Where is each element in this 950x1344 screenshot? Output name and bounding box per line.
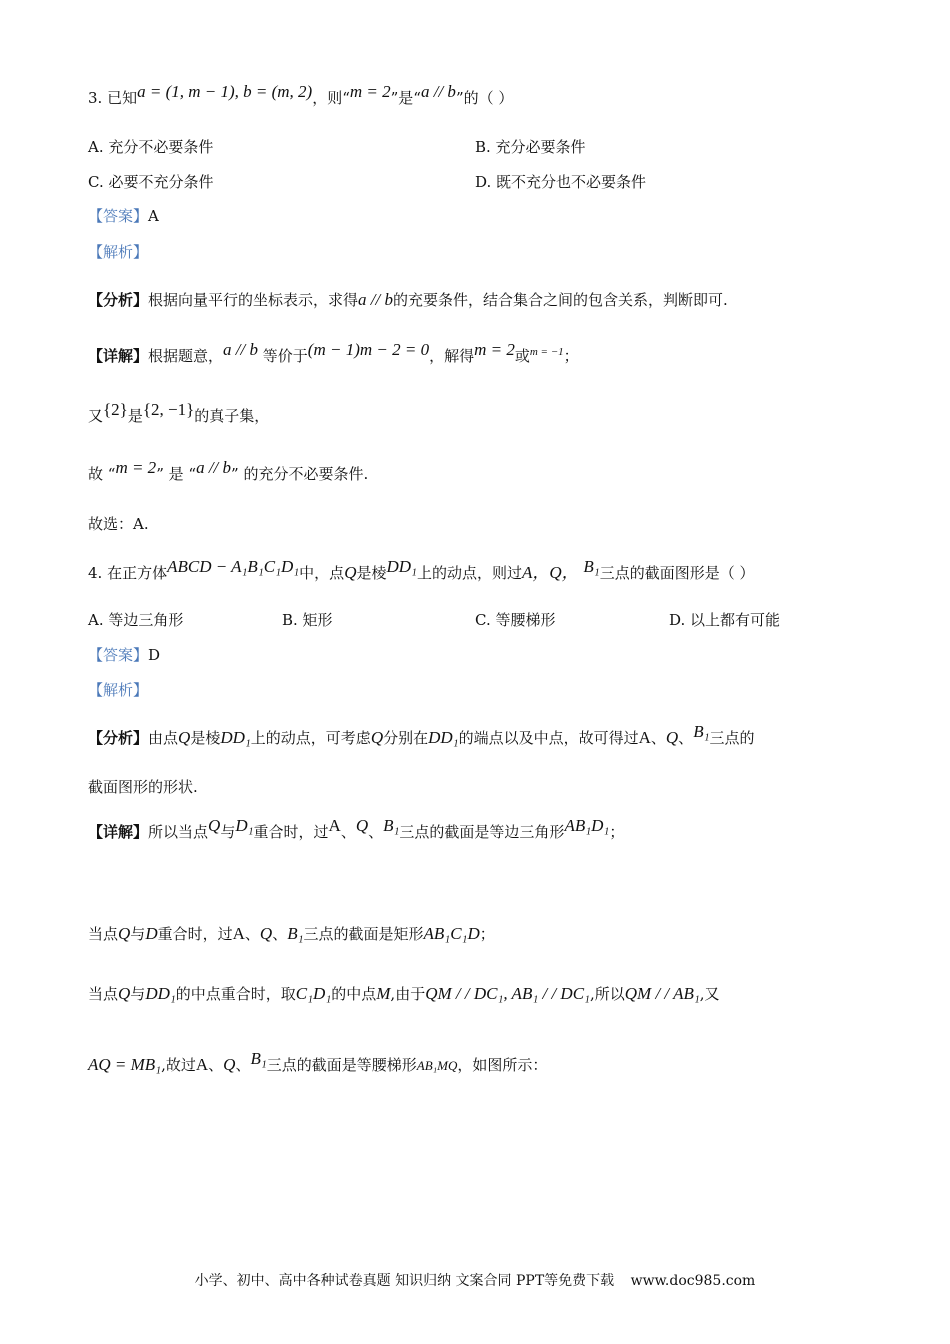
q4-xiangjie-2: 当点Q与D重合时，过A、Q、B₁三点的截面是矩形AB₁C₁D；	[88, 924, 495, 943]
q4-fenxi-2: 截面图形的形状.	[88, 778, 198, 796]
q3-analysis-tag: 【解析】	[88, 243, 149, 261]
page-footer	[0, 1270, 950, 1290]
q4-option-a: A. 等边三角形	[88, 611, 184, 629]
q3-conclusion: 故选：A.	[88, 515, 149, 533]
q4-option-d: D. 以上都有可能	[669, 611, 781, 629]
q4-analysis-tag: 【解析】	[88, 681, 149, 699]
q3-answer: 【答案】A	[88, 207, 159, 225]
q4-xiangjie-3: 当点Q与DD₁的中点重合时，取C₁D₁的中点M,由于QM / / DC₁, AB₁ / / DC₁,所以QM / / AB₁,又	[88, 984, 720, 1003]
q4-fenxi-1: 【分析】由点Q是棱DD₁上的动点，可考虑Q分别在DD₁的端点以及中点，故可得过A、Q、B₁三点的	[88, 722, 755, 747]
q3-option-b: B. 充分必要条件	[475, 138, 586, 156]
footer-text: 小学、初中、高中各种试卷真题 知识归纳 文案合同 PPT等免费下载	[194, 1273, 615, 1289]
q4-stem: 4. 在正方体ABCD − A₁B₁C₁D₁中，点Q是棱DD₁上的动点，则过A，Q， B₁三点的截面图形是（ ）	[88, 557, 755, 582]
q3-option-d: D. 既不充分也不必要条件	[475, 173, 647, 191]
q3-option-a: A. 充分不必要条件	[88, 138, 214, 156]
q4-option-b: B. 矩形	[282, 611, 333, 629]
q4-answer: 【答案】D	[88, 646, 161, 664]
answer-tag: 【答案】	[88, 207, 149, 225]
q4-xiangjie-1: 【详解】所以当点Q与D₁重合时，过A、Q、B₁三点的截面是等边三角形AB₁D₁；	[88, 816, 625, 841]
q3-option-c: C. 必要不充分条件	[88, 173, 214, 191]
q3-xiangjie-2: 又{2}是{2, −1}的真子集，	[88, 400, 270, 425]
q3-stem: 3. 已知a = (1, m − 1), b = (m, 2)，则“m = 2”是“a // b”的（ ）	[88, 82, 514, 107]
q4-option-c: C. 等腰梯形	[475, 611, 556, 629]
q4-xiangjie-4: AQ = MB₁,故过A、Q、B₁三点的截面是等腰梯形AB₁MQ，如图所示：	[88, 1049, 548, 1074]
q3-fenxi: 【分析】根据向量平行的坐标表示，求得a // b的充要条件，结合集合之间的包含关系，判断即可.	[88, 290, 728, 309]
q3-xiangjie-3: 故 “m = 2” 是 “a // b” 的充分不必要条件.	[88, 458, 369, 483]
q3-xiangjie-1: 【详解】根据题意，a // b 等价于(m − 1)m − 2 = 0，解得m = 2或$^{m = -1}$；	[88, 340, 579, 365]
footer-url[interactable]: www.doc985.com	[630, 1273, 756, 1289]
